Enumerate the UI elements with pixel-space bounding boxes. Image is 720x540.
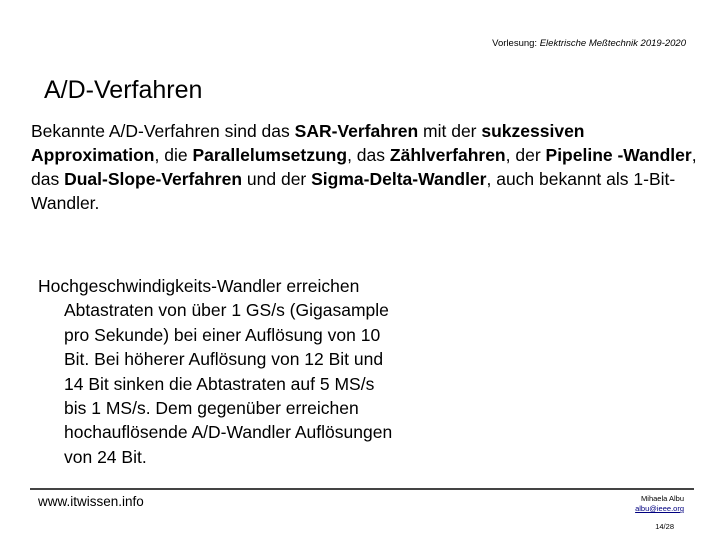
header-course — [492, 38, 686, 49]
intro-text: mit der — [418, 121, 482, 141]
intro-text: und der — [242, 169, 312, 189]
intro-term: Parallelumsetzung — [192, 145, 348, 165]
intro-text: , der — [505, 145, 546, 165]
intro-paragraph — [31, 119, 703, 215]
footer-source: www.itwissen.info — [38, 494, 144, 509]
intro-text: , auch bekannt als 1-Bit-Wandler. — [31, 169, 676, 213]
body-paragraph — [38, 274, 458, 469]
intro-term: Sigma-Delta-Wandler — [311, 169, 487, 189]
body-line: 14 Bit sinken die Abtastraten auf 5 MS/s — [64, 373, 375, 394]
page-number: 14/28 — [655, 522, 674, 531]
intro-term: SAR-Verfahren — [294, 121, 419, 141]
header-prefix: Vorlesung: — [492, 38, 540, 49]
slide-title: A/D-Verfahren — [44, 76, 203, 104]
intro-text: , das — [31, 145, 697, 189]
intro-text: , das — [347, 145, 390, 165]
footer-author-block — [635, 494, 684, 514]
intro-text: , die — [154, 145, 193, 165]
intro-term: sukzessiven Approximation — [31, 121, 585, 165]
footer-divider — [30, 488, 694, 490]
intro-term: Pipeline -Wandler — [545, 145, 692, 165]
body-line: Abtastraten von über 1 GS/s (Gigasample — [64, 300, 389, 321]
intro-term: Dual-Slope-Verfahren — [64, 169, 243, 189]
body-line: Hochgeschwindigkeits-Wandler erreichen — [38, 276, 360, 296]
header-course-name: Elektrische Meßtechnik 2019-2020 — [539, 38, 686, 49]
body-line: Bit. Bei höherer Auflösung von 12 Bit und — [64, 349, 384, 370]
intro-text: Bekannte A/D-Verfahren sind das — [31, 121, 295, 141]
footer-email[interactable]: albu@ieee.org — [635, 504, 684, 513]
body-line: hochauflösende A/D-Wandler Auflösungen — [64, 422, 393, 443]
intro-term: Zählverfahren — [389, 145, 506, 165]
body-line: von 24 Bit. — [64, 446, 147, 467]
body-line: bis 1 MS/s. Dem gegenüber erreichen — [64, 398, 359, 419]
body-line: pro Sekunde) bei einer Auflösung von 10 — [64, 324, 381, 345]
footer-author: Mihaela Albu — [641, 494, 684, 503]
